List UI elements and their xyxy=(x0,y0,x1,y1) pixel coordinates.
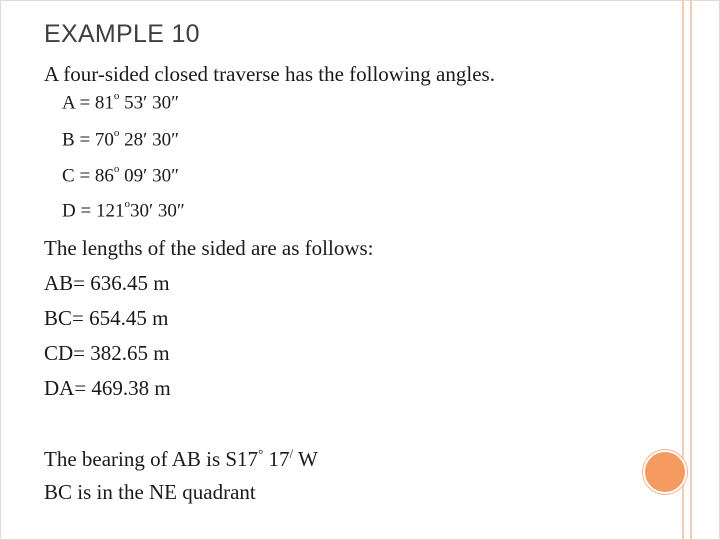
decorative-rail-line xyxy=(690,0,692,540)
angle-seconds: 30 xyxy=(152,165,172,187)
angle-item-b: $B = 70^o$ 28′ 30″ xyxy=(62,127,179,151)
length-da: DA= 469.38 m xyxy=(44,376,171,400)
slide-title: EXAMPLE 10 xyxy=(44,20,200,48)
length-bc: BC= 654.45 m xyxy=(44,306,169,330)
bearing-prefix: The bearing of AB is S17 xyxy=(44,447,259,471)
angle-degrees: 121 xyxy=(95,200,125,222)
angle-minutes: 53 xyxy=(124,92,144,114)
angle-seconds: 30 xyxy=(157,200,177,222)
degree-mark: ° xyxy=(258,446,264,461)
angle-minutes: 30 xyxy=(129,200,149,222)
bearing-suffix: W xyxy=(293,447,318,471)
angle-label: A xyxy=(62,92,75,114)
length-ab: AB= 636.45 m xyxy=(44,271,170,295)
angle-label: D xyxy=(62,200,76,222)
angle-item-a: $A = 81^o$ 53′ 30″ xyxy=(62,90,179,114)
angle-seconds: 30 xyxy=(152,92,172,114)
minute-mark: / xyxy=(289,446,294,461)
bearing-text xyxy=(44,446,318,472)
decorative-circle xyxy=(643,450,687,494)
angle-degrees: 86 xyxy=(94,165,114,187)
length-cd: CD= 382.65 m xyxy=(44,341,170,365)
angle-degrees: 81 xyxy=(94,92,114,114)
quadrant-text: BC is in the NE quadrant xyxy=(44,480,256,504)
intro-text: A four-sided closed traverse has the following angles. xyxy=(44,62,495,86)
angle-minutes: 09 xyxy=(124,165,144,187)
lengths-heading: The lengths of the sided are as follows: xyxy=(44,236,374,260)
angle-minutes: 28 xyxy=(124,129,144,151)
angle-label: C xyxy=(62,165,75,187)
bearing-minutes: 17 xyxy=(263,447,290,471)
angle-item-d: $D = 121^o30'$ 30″ xyxy=(62,198,185,222)
angle-item-c: $C = 86^o$ 09′ 30″ xyxy=(62,163,179,187)
angle-degrees: 70 xyxy=(94,129,114,151)
angle-label: B xyxy=(62,129,75,151)
angle-seconds: 30 xyxy=(152,129,172,151)
